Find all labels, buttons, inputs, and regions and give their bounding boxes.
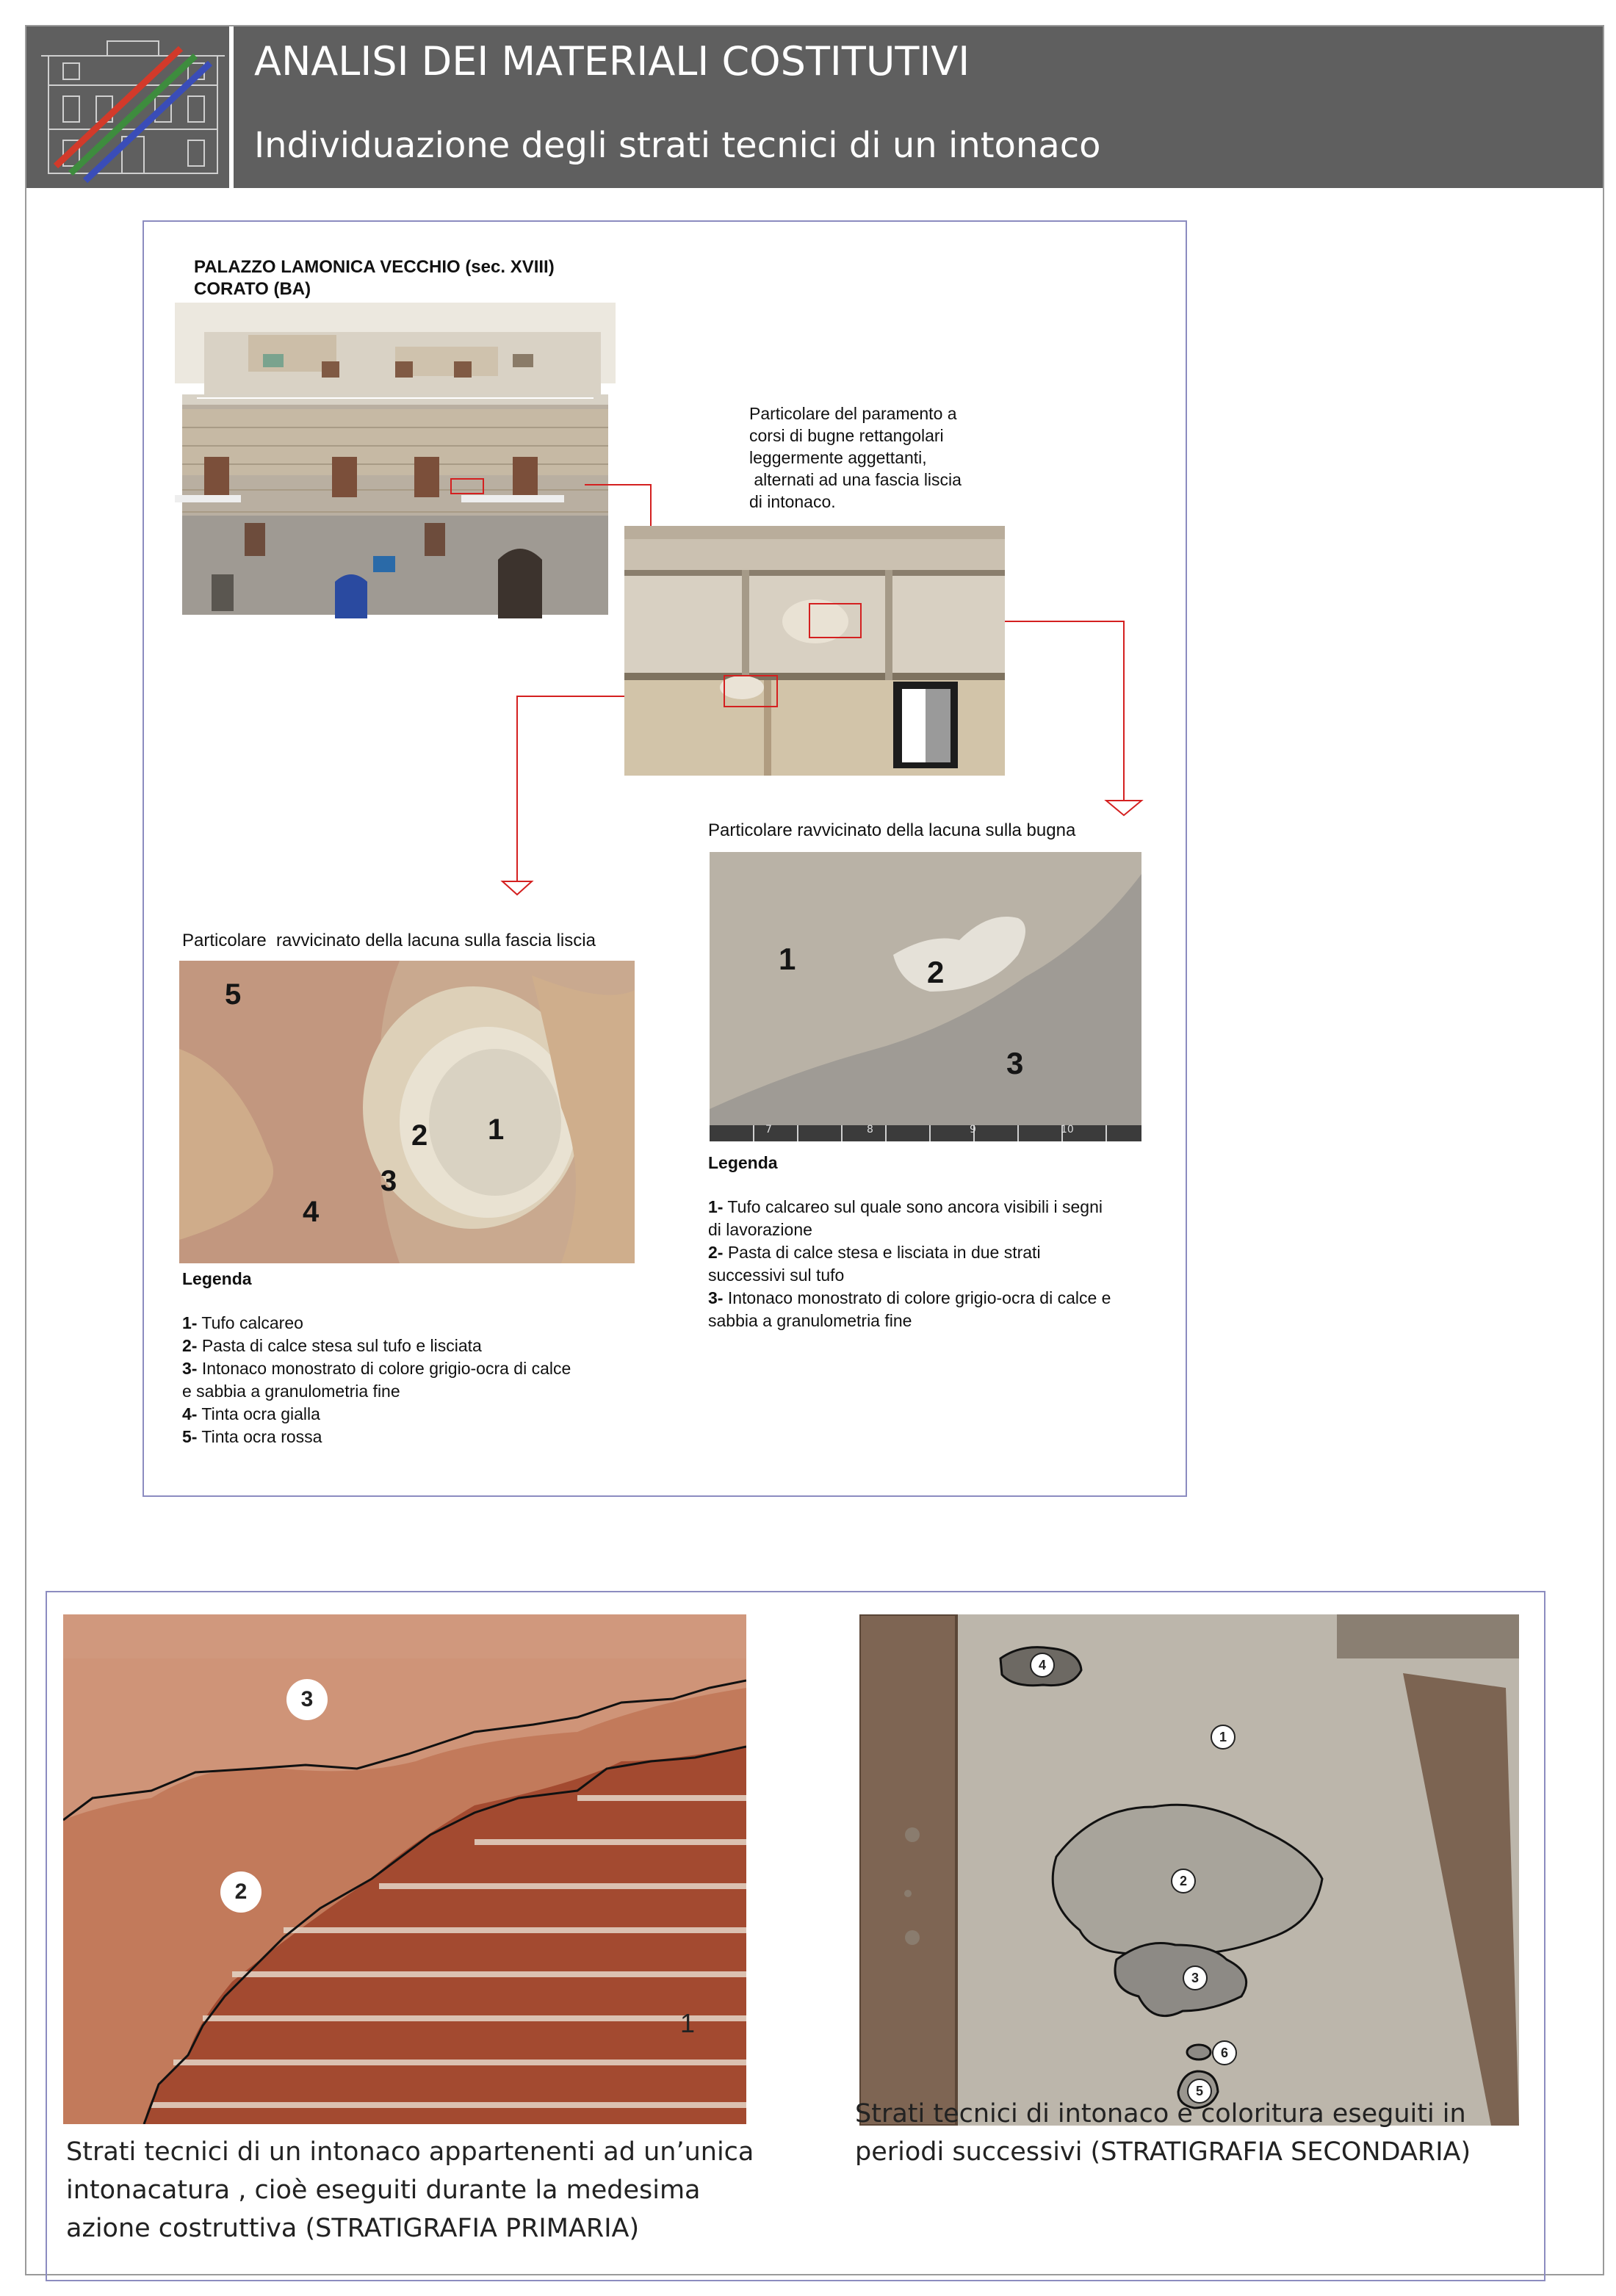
- detail-caption-line: Particolare del paramento a: [749, 404, 957, 423]
- layer-label: 1: [488, 1113, 505, 1146]
- detail-caption: [749, 402, 1058, 513]
- left-closeup-caption: Particolare ravvicinato della lacuna sulla fascia liscia: [182, 931, 596, 950]
- legend-item: 3- Intonaco monostrato di colore grigio-ocra di calce e: [708, 1288, 1111, 1307]
- layer-label: 5: [225, 978, 242, 1011]
- legend-item: 5- Tinta ocra rossa: [182, 1427, 322, 1446]
- building-name: PALAZZO LAMONICA VECCHIO (sec. XVIII): [194, 257, 555, 277]
- primary-stratigraphy-photo: [63, 1614, 746, 2124]
- secondary-stratigraphy-photo: [859, 1614, 1519, 2126]
- legend-item: sabbia a granulometria fine: [708, 1311, 912, 1330]
- detail-caption-line: corsi di bugne rettangolari: [749, 426, 944, 445]
- bugna-closeup-photo: [710, 852, 1141, 1141]
- legend-item: 1- Tufo calcareo: [182, 1313, 303, 1332]
- left-legend: [182, 1312, 652, 1448]
- layer-label: 1: [779, 942, 796, 976]
- legend-item: successivi sul tufo: [708, 1266, 845, 1285]
- scale-ruler-label: 7: [765, 1124, 772, 1136]
- scale-ruler-label: 8: [867, 1124, 873, 1136]
- right-legend-title: Legenda: [708, 1153, 778, 1172]
- layer-label: 2: [411, 1119, 428, 1152]
- primary-caption-line: intonacatura , cioè eseguiti durante la medesima: [66, 2176, 701, 2205]
- layer-label: 5: [1187, 2079, 1212, 2104]
- scale-ruler-label: 10: [1061, 1124, 1074, 1136]
- right-legend: [708, 1196, 1149, 1332]
- primary-caption-line: azione costruttiva (STRATIGRAFIA PRIMARIA): [66, 2214, 640, 2243]
- layer-label: 3: [380, 1165, 397, 1197]
- building-location: CORATO (BA): [194, 279, 311, 299]
- layer-label: 3: [1006, 1046, 1024, 1080]
- layer-label: 4: [303, 1196, 320, 1228]
- page-subtitle: Individuazione degli strati tecnici di un intonaco: [254, 125, 1101, 166]
- legend-item: 2- Pasta di calce stesa e lisciata in due strati: [708, 1243, 1041, 1262]
- layer-label: 2: [220, 1871, 261, 1913]
- layer-label: 1: [1211, 1725, 1236, 1750]
- fascia-closeup-photo: [179, 961, 635, 1263]
- layer-label: 3: [286, 1679, 328, 1720]
- rustication-detail-photo: [624, 526, 1005, 776]
- secondary-caption: [855, 2095, 1531, 2171]
- detail-caption-line: di intonaco.: [749, 492, 836, 511]
- legend-item: 4- Tinta ocra gialla: [182, 1404, 320, 1423]
- layer-label: 2: [1171, 1869, 1196, 1894]
- left-legend-title: Legenda: [182, 1269, 252, 1288]
- layer-label: 4: [1030, 1653, 1055, 1678]
- detail-caption-line: alternati ad una fascia liscia: [749, 470, 962, 489]
- right-closeup-caption: Particolare ravvicinato della lacuna sulla bugna: [708, 820, 1076, 840]
- primary-caption: [66, 2133, 771, 2248]
- primary-caption-line: Strati tecnici di un intonaco appartenenti ad un’unica: [66, 2137, 754, 2167]
- layer-label: 6: [1212, 2040, 1237, 2065]
- detail-caption-line: leggermente aggettanti,: [749, 448, 927, 467]
- page-title: ANALISI DEI MATERIALI COSTITUTIVI: [254, 38, 970, 84]
- legend-item: e sabbia a granulometria fine: [182, 1382, 400, 1401]
- legend-item: di lavorazione: [708, 1220, 812, 1239]
- layer-label: 2: [927, 955, 945, 989]
- layer-label: 3: [1183, 1965, 1208, 1990]
- scale-ruler-label: 9: [970, 1124, 976, 1136]
- secondary-caption-line: periodi successivi (STRATIGRAFIA SECONDARIA): [855, 2137, 1471, 2167]
- legend-item: 1- Tufo calcareo sul quale sono ancora visibili i segni: [708, 1197, 1103, 1216]
- legend-item: 2- Pasta di calce stesa sul tufo e lisciata: [182, 1336, 482, 1355]
- layer-label: 1: [680, 2008, 696, 2038]
- legend-item: 3- Intonaco monostrato di colore grigio-ocra di calce: [182, 1359, 571, 1378]
- secondary-caption-line: Strati tecnici di intonaco e coloritura eseguiti in: [855, 2099, 1466, 2129]
